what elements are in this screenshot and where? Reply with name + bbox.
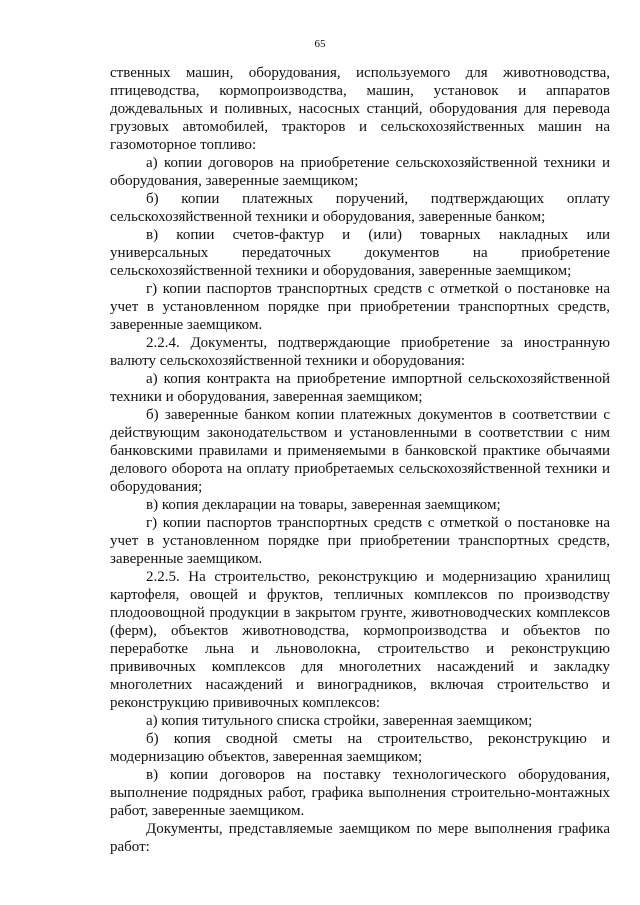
paragraph: б) заверенные банком копии платежных документов в соответствии с действующим законодательством и установленными в соответствии с ним банковскими правилами и применяемыми в банковской практике обычаями делового оборота на оплату приобретаемых сельскохозяйственной техники и оборудования; xyxy=(110,407,610,495)
paragraph: г) копии паспортов транспортных средств с отметкой о постановке на учет в установленном порядке при приобретении транспортных средств, заверенные заемщиком. xyxy=(110,281,610,333)
paragraph: г) копии паспортов транспортных средств с отметкой о постановке на учет в установленном порядке при приобретении транспортных средств, заверенные заемщиком. xyxy=(110,515,610,567)
paragraph: Документы, представляемые заемщиком по мере выполнения графика работ: xyxy=(110,821,610,855)
paragraph: в) копия декларации на товары, заверенная заемщиком; xyxy=(146,497,501,513)
paragraph: а) копия титульного списка стройки, заверенная заемщиком; xyxy=(146,713,533,729)
paragraph: ственных машин, оборудования, используемого для животноводства, птицеводства, кормопроизводства, машин, установок и аппаратов дождевальных и поливных, насосных станций, оборудования для перевода грузовых автомобилей, тракторов и сельскохозяйственных машин на газомоторное топливо: xyxy=(110,65,610,153)
document-body xyxy=(110,64,610,856)
paragraph: б) копии платежных поручений, подтверждающих оплату сельскохозяйственной техники и оборудования, заверенные банком; xyxy=(110,191,610,225)
paragraph: 2.2.5. На строительство, реконструкцию и модернизацию хранилищ картофеля, овощей и фруктов, тепличных комплексов по производству плодоовощной продукции в закрытом грунте, животноводческих комплексов (ферм), объектов животноводства, кормопроизводства и объектов по переработке льна и льноволокна, строительство и реконструкцию прививочных комплексов для многолетних насаждений и закладку многолетних насаждений и виноградников, включая строительство и реконструкцию прививочных комплексов: xyxy=(110,569,610,711)
paragraph: а) копии договоров на приобретение сельскохозяйственной техники и оборудования, заверенные заемщиком; xyxy=(110,155,610,189)
paragraph: б) копия сводной сметы на строительство, реконструкцию и модернизацию объектов, заверенная заемщиком; xyxy=(110,731,610,765)
paragraph: в) копии договоров на поставку технологического оборудования, выполнение подрядных работ, графика выполнения строительно-монтажных работ, заверенные заемщиком. xyxy=(110,767,610,819)
paragraph: в) копии счетов-фактур и (или) товарных накладных или универсальных передаточных документов на приобретение сельскохозяйственной техники и оборудования, заверенные заемщиком; xyxy=(110,227,610,279)
paragraph: а) копия контракта на приобретение импортной сельскохозяйственной техники и оборудования, заверенная заемщиком; xyxy=(110,371,610,405)
page-number: 65 xyxy=(314,38,326,50)
paragraph: 2.2.4. Документы, подтверждающие приобретение за иностранную валюту сельскохозяйственной техники и оборудования: xyxy=(110,335,610,369)
